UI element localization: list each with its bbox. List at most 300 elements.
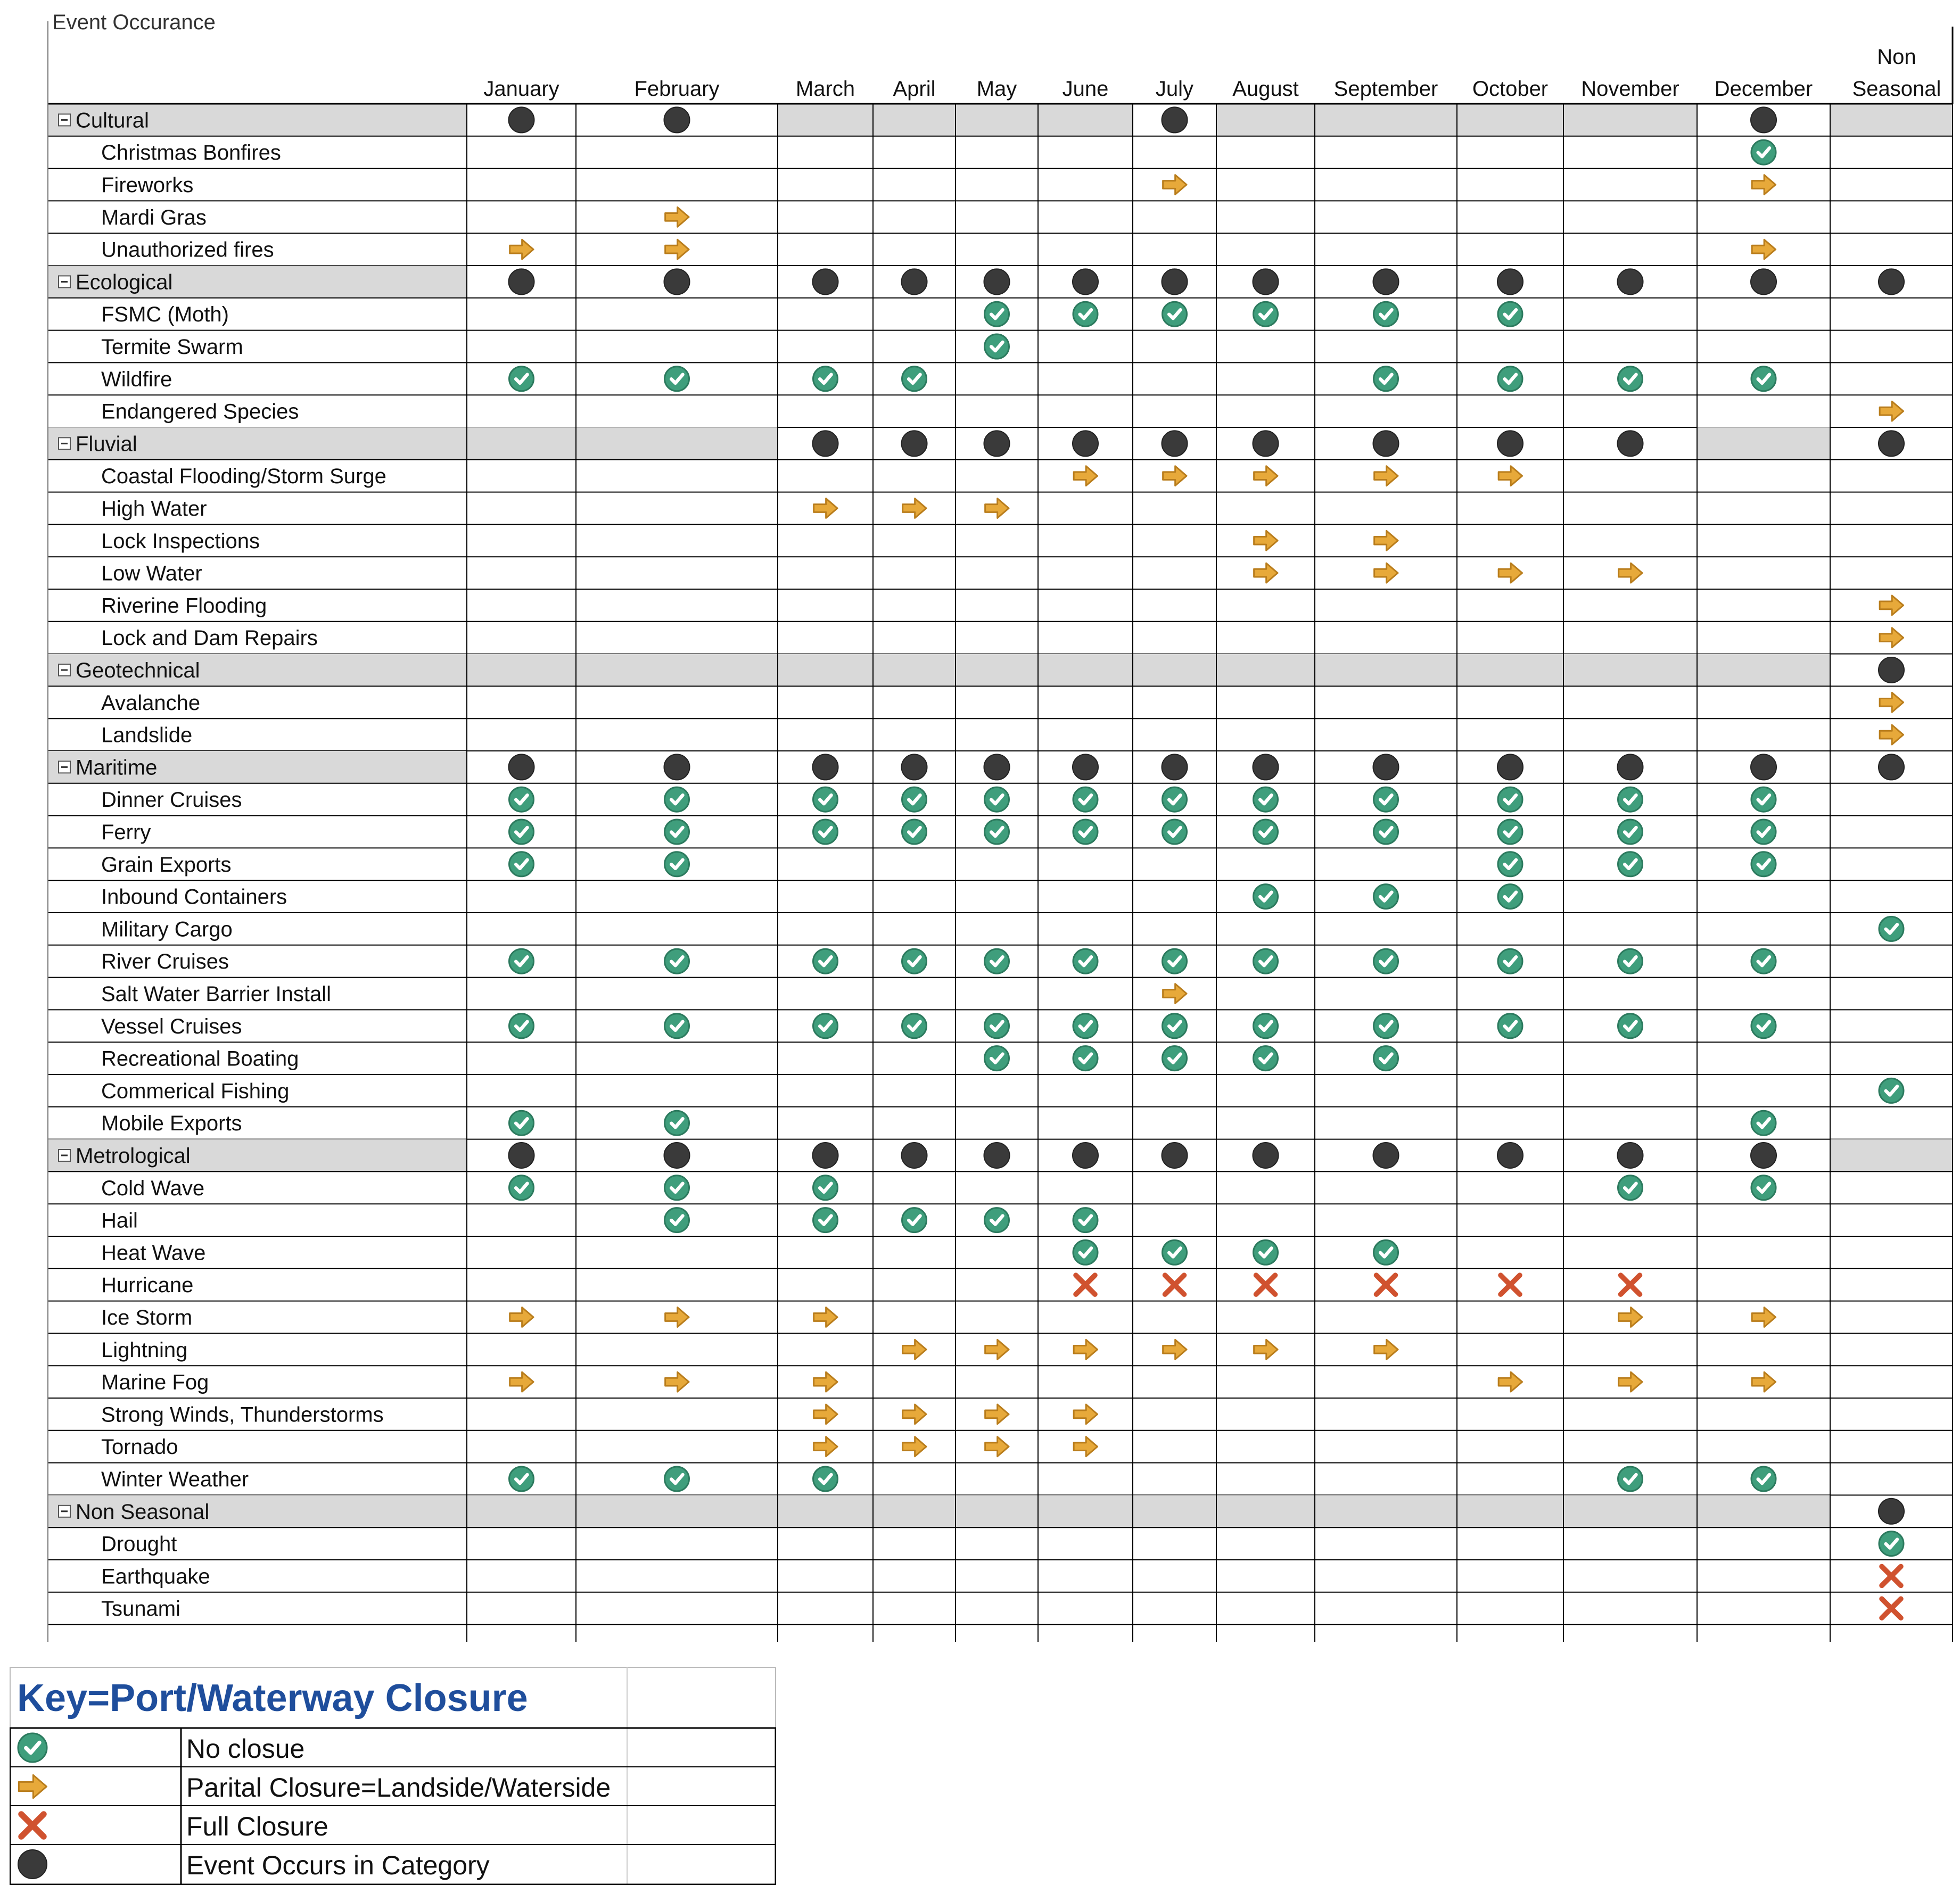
check-icon	[1163, 787, 1187, 812]
category-dot-icon	[1253, 269, 1279, 294]
category-dot-icon	[1751, 1143, 1776, 1168]
empty-category-cell	[1457, 654, 1563, 687]
category-dot-icon	[1879, 754, 1904, 780]
category-dot-icon	[813, 1143, 838, 1168]
check-icon	[902, 367, 927, 391]
check-icon	[813, 787, 838, 812]
check-icon	[1073, 1208, 1098, 1233]
check-icon	[509, 949, 534, 973]
event-label: Cold Wave	[101, 1176, 205, 1200]
category-dot-icon	[1751, 107, 1776, 133]
empty-category-cell	[576, 654, 778, 687]
check-icon	[1618, 787, 1643, 812]
empty-category-cell	[467, 654, 576, 687]
category-dot-icon	[1497, 269, 1523, 294]
empty-category-cell	[467, 1495, 576, 1527]
empty-category-cell	[778, 654, 873, 687]
event-label: Military Cargo	[101, 917, 233, 941]
category-label: Non Seasonal	[76, 1500, 210, 1524]
month-header-may: May	[976, 77, 1017, 101]
non-seasonal-header-line1: Non	[1877, 45, 1916, 69]
month-header-august: August	[1232, 77, 1299, 101]
category-dot-icon	[1253, 754, 1279, 780]
empty-category-cell	[1563, 654, 1697, 687]
partial-closure-arrow-icon	[1163, 466, 1187, 486]
partial-closure-arrow-icon	[903, 1437, 926, 1457]
empty-category-cell	[1563, 1495, 1697, 1527]
partial-closure-arrow-icon	[510, 1308, 533, 1327]
category-dot-icon	[664, 269, 690, 294]
event-label: Inbound Containers	[101, 885, 287, 909]
partial-closure-arrow-icon	[985, 1404, 1009, 1424]
month-header-january: January	[483, 77, 559, 101]
check-icon	[1073, 787, 1098, 812]
category-dot-icon	[1497, 1143, 1523, 1168]
check-icon	[1163, 949, 1187, 973]
closure-key	[10, 1667, 776, 1885]
check-icon	[665, 1208, 689, 1233]
event-label: Lightning	[101, 1338, 188, 1362]
check-icon	[509, 820, 534, 844]
check-icon	[813, 1176, 838, 1200]
check-icon	[665, 1014, 689, 1038]
full-closure-x-icon	[1621, 1275, 1640, 1294]
key-row	[10, 1845, 776, 1883]
check-icon	[985, 1046, 1009, 1071]
check-icon	[902, 949, 927, 973]
full-closure-x-icon	[1882, 1599, 1901, 1618]
check-icon	[813, 1208, 838, 1233]
key-row	[10, 1728, 776, 1767]
check-icon	[1879, 1532, 1904, 1556]
category-dot-icon	[813, 431, 838, 456]
check-icon	[509, 1014, 534, 1038]
partial-closure-arrow-icon	[1163, 1340, 1187, 1359]
category-dot-icon	[984, 1143, 1010, 1168]
partial-closure-arrow-icon	[665, 1308, 689, 1327]
event-label: Endangered Species	[101, 400, 299, 424]
check-icon	[1254, 1046, 1278, 1071]
partial-closure-arrow-icon	[1498, 1372, 1522, 1392]
category-dot-icon	[1618, 754, 1643, 780]
event-label: Earthquake	[101, 1565, 210, 1589]
chart-title: Event Occurance	[52, 11, 216, 34]
category-label: Maritime	[76, 756, 158, 780]
check-icon	[1618, 1467, 1643, 1491]
partial-closure-arrow-icon	[510, 1372, 533, 1392]
check-icon	[985, 949, 1009, 973]
event-label: Termite Swarm	[101, 335, 243, 359]
check-icon	[985, 1014, 1009, 1038]
event-label: Winter Weather	[101, 1468, 249, 1491]
month-header-september: September	[1333, 77, 1438, 101]
category-dot-icon	[1162, 431, 1188, 456]
empty-category-cell	[873, 1495, 956, 1527]
empty-category-cell	[1216, 104, 1315, 136]
check-icon	[1751, 820, 1776, 844]
check-icon	[1073, 820, 1098, 844]
check-icon	[509, 1111, 534, 1135]
partial-closure-arrow-icon	[16, 1770, 49, 1803]
full-closure-x-icon	[1256, 1275, 1275, 1294]
partial-closure-arrow-icon	[1074, 1404, 1097, 1424]
partial-closure-arrow-icon	[1880, 401, 1903, 421]
check-icon	[1498, 1014, 1522, 1038]
category-dot-icon	[1879, 269, 1904, 294]
check-icon	[985, 1208, 1009, 1233]
check-icon	[1374, 302, 1398, 326]
check-icon	[1254, 820, 1278, 844]
empty-category-cell	[1830, 1139, 1953, 1172]
partial-closure-arrow-icon	[1254, 1340, 1278, 1359]
check-icon	[1073, 1240, 1098, 1264]
check-icon	[1751, 1176, 1776, 1200]
event-label: FSMC (Moth)	[101, 303, 229, 327]
empty-category-cell	[1457, 104, 1563, 136]
category-dot-icon	[902, 269, 927, 294]
category-dot-icon	[1618, 1143, 1643, 1168]
category-dot-icon	[1073, 1143, 1098, 1168]
check-icon	[1498, 852, 1522, 877]
check-icon	[813, 367, 838, 391]
category-dot-icon	[1162, 107, 1188, 133]
partial-closure-arrow-icon	[1374, 531, 1398, 550]
partial-closure-arrow-icon	[1619, 1372, 1642, 1392]
empty-category-cell	[1457, 1495, 1563, 1527]
category-dot-icon	[902, 754, 927, 780]
check-icon	[1254, 787, 1278, 812]
event-label: Coastal Flooding/Storm Surge	[101, 465, 386, 489]
category-dot-icon	[1373, 431, 1399, 456]
category-dot-icon	[1751, 754, 1776, 780]
check-icon	[1163, 302, 1187, 326]
check-icon	[665, 1176, 689, 1200]
partial-closure-arrow-icon	[903, 499, 926, 518]
check-icon	[665, 1467, 689, 1491]
event-label: Commerical Fishing	[101, 1079, 290, 1103]
key-row	[10, 1806, 776, 1845]
empty-category-cell	[1315, 1495, 1457, 1527]
check-icon	[665, 852, 689, 877]
empty-category-cell	[1697, 654, 1830, 687]
partial-closure-arrow-icon	[1254, 466, 1278, 486]
category-dot-icon	[509, 107, 534, 133]
event-label: Dinner Cruises	[101, 788, 242, 812]
key-row	[10, 1767, 776, 1806]
check-icon	[1073, 302, 1098, 326]
event-label: Drought	[101, 1532, 177, 1556]
partial-closure-arrow-icon	[1619, 1308, 1642, 1327]
month-header-february: February	[634, 77, 720, 101]
partial-closure-arrow-icon	[1880, 725, 1903, 745]
check-icon	[902, 787, 927, 812]
check-icon	[1254, 949, 1278, 973]
category-dot-icon	[509, 269, 534, 294]
check-icon	[665, 787, 689, 812]
check-icon	[1254, 302, 1278, 326]
check-icon	[1374, 1014, 1398, 1038]
check-icon	[902, 1208, 927, 1233]
check-icon	[1254, 1014, 1278, 1038]
category-label: Fluvial	[76, 432, 137, 456]
partial-closure-arrow-icon	[814, 499, 837, 518]
empty-category-cell	[778, 104, 873, 136]
empty-category-cell	[956, 1495, 1038, 1527]
check-icon	[665, 949, 689, 973]
check-icon	[1374, 1046, 1398, 1071]
event-label: Recreational Boating	[101, 1047, 299, 1071]
check-icon	[1498, 884, 1522, 909]
key-label: No closue	[186, 1734, 305, 1764]
check-icon	[1254, 884, 1278, 909]
check-icon	[1618, 1176, 1643, 1200]
partial-closure-arrow-icon	[1752, 175, 1775, 195]
category-dot-icon	[1618, 431, 1643, 456]
event-label: High Water	[101, 497, 207, 520]
partial-closure-arrow-icon	[665, 239, 689, 259]
check-icon	[985, 302, 1009, 326]
check-icon	[1374, 1240, 1398, 1264]
partial-closure-arrow-icon	[814, 1308, 837, 1327]
check-icon	[902, 820, 927, 844]
key-label: Event Occurs in Category	[186, 1850, 490, 1880]
check-icon	[985, 787, 1009, 812]
category-dot-icon	[664, 754, 690, 780]
partial-closure-arrow-icon	[814, 1404, 837, 1424]
check-icon	[1374, 884, 1398, 909]
check-icon	[1751, 852, 1776, 877]
check-icon	[1498, 302, 1522, 326]
category-dot-icon	[664, 107, 690, 133]
partial-closure-arrow-icon	[1074, 1340, 1097, 1359]
check-icon	[1751, 787, 1776, 812]
check-icon	[813, 1467, 838, 1491]
check-icon	[1751, 1467, 1776, 1491]
full-closure-x-icon	[1076, 1275, 1095, 1294]
event-label: Heat Wave	[101, 1241, 206, 1265]
event-label: Tsunami	[101, 1597, 180, 1621]
empty-category-cell	[576, 427, 778, 460]
full-closure-x-icon	[1165, 1275, 1184, 1294]
event-label: Ice Storm	[101, 1306, 193, 1329]
partial-closure-arrow-icon	[1752, 239, 1775, 259]
check-icon	[1751, 949, 1776, 973]
empty-category-cell	[1216, 654, 1315, 687]
partial-closure-arrow-icon	[1374, 466, 1398, 486]
partial-closure-arrow-icon	[510, 239, 533, 259]
partial-closure-arrow-icon	[814, 1372, 837, 1392]
check-icon	[1751, 1111, 1776, 1135]
category-dot-icon	[1879, 431, 1904, 456]
check-icon	[1374, 367, 1398, 391]
check-icon	[1879, 916, 1904, 941]
category-dot-icon	[1618, 269, 1643, 294]
partial-closure-arrow-icon	[903, 1404, 926, 1424]
empty-category-cell	[956, 654, 1038, 687]
empty-category-cell	[1133, 654, 1216, 687]
partial-closure-arrow-icon	[985, 499, 1009, 518]
empty-category-cell	[576, 1495, 778, 1527]
check-icon	[1618, 1014, 1643, 1038]
category-dot-icon	[1162, 269, 1188, 294]
category-dot-icon	[902, 431, 927, 456]
check-icon	[1751, 1014, 1776, 1038]
event-label: Avalanche	[101, 691, 201, 715]
check-icon	[1618, 949, 1643, 973]
empty-category-cell	[1315, 104, 1457, 136]
partial-closure-arrow-icon	[985, 1437, 1009, 1457]
empty-category-cell	[1216, 1495, 1315, 1527]
check-icon	[1618, 852, 1643, 877]
event-label: Tornado	[101, 1435, 178, 1459]
category-dot-icon	[509, 754, 534, 780]
partial-closure-arrow-icon	[1163, 984, 1187, 1004]
check-icon	[1073, 1046, 1098, 1071]
event-label: Lock Inspections	[101, 529, 260, 553]
empty-category-cell	[1830, 104, 1953, 136]
check-icon	[1163, 1240, 1187, 1264]
month-header-june: June	[1062, 77, 1109, 101]
category-dot-icon	[16, 1848, 49, 1881]
category-dot-icon	[1373, 269, 1399, 294]
category-dot-icon	[1253, 1143, 1279, 1168]
check-icon	[813, 820, 838, 844]
check-icon	[1498, 949, 1522, 973]
category-dot-icon	[902, 1143, 927, 1168]
partial-closure-arrow-icon	[1752, 1372, 1775, 1392]
event-label: Fireworks	[101, 173, 194, 197]
check-icon	[813, 1014, 838, 1038]
check-icon	[1751, 367, 1776, 391]
category-label: Geotechnical	[76, 659, 200, 682]
category-dot-icon	[1162, 754, 1188, 780]
event-label: Unauthorized fires	[101, 238, 274, 262]
month-header-april: April	[893, 77, 936, 101]
check-icon	[985, 820, 1009, 844]
empty-category-cell	[1038, 104, 1133, 136]
key-label: Full Closure	[186, 1812, 328, 1841]
empty-category-cell	[1133, 1495, 1216, 1527]
event-label: Hail	[101, 1209, 138, 1233]
category-label: Ecological	[76, 270, 173, 294]
month-header-march: March	[795, 77, 855, 101]
check-icon	[1498, 820, 1522, 844]
category-label: Metrological	[76, 1144, 191, 1168]
category-dot-icon	[1162, 1143, 1188, 1168]
partial-closure-arrow-icon	[1074, 1437, 1097, 1457]
category-dot-icon	[1253, 431, 1279, 456]
partial-closure-arrow-icon	[903, 1340, 926, 1359]
check-icon	[1374, 787, 1398, 812]
partial-closure-arrow-icon	[1374, 1340, 1398, 1359]
category-dot-icon	[509, 1143, 534, 1168]
partial-closure-arrow-icon	[1880, 692, 1903, 712]
empty-category-cell	[1038, 1495, 1133, 1527]
event-label: River Cruises	[101, 950, 229, 974]
check-icon	[1618, 820, 1643, 844]
full-closure-x-icon	[1882, 1566, 1901, 1585]
check-icon	[1163, 820, 1187, 844]
empty-category-cell	[956, 104, 1038, 136]
check-icon	[665, 1111, 689, 1135]
check-icon	[902, 1014, 927, 1038]
partial-closure-arrow-icon	[665, 207, 689, 227]
full-closure-x-icon	[1377, 1275, 1396, 1294]
empty-category-cell	[873, 654, 956, 687]
partial-closure-arrow-icon	[1254, 563, 1278, 583]
category-dot-icon	[1879, 657, 1904, 683]
partial-closure-arrow-icon	[665, 1372, 689, 1392]
event-label: Riverine Flooding	[101, 594, 267, 618]
empty-category-cell	[1697, 427, 1830, 460]
event-label: Ferry	[101, 821, 151, 844]
check-icon	[1254, 1240, 1278, 1264]
category-label: Cultural	[76, 109, 149, 133]
category-dot-icon	[984, 431, 1010, 456]
empty-category-cell	[1038, 654, 1133, 687]
partial-closure-arrow-icon	[1074, 466, 1097, 486]
check-icon	[1751, 140, 1776, 164]
empty-category-cell	[778, 1495, 873, 1527]
category-dot-icon	[984, 269, 1010, 294]
event-label: Marine Fog	[101, 1370, 209, 1394]
category-dot-icon	[1073, 431, 1098, 456]
event-label: Vessel Cruises	[101, 1014, 242, 1038]
event-label: Christmas Bonfires	[101, 141, 281, 165]
partial-closure-arrow-icon	[1374, 563, 1398, 583]
partial-closure-arrow-icon	[1498, 563, 1522, 583]
check-icon	[509, 1467, 534, 1491]
event-label: Lock and Dam Repairs	[101, 626, 318, 650]
partial-closure-arrow-icon	[1163, 175, 1187, 195]
check-icon	[1374, 949, 1398, 973]
non-seasonal-header-line2: Seasonal	[1852, 77, 1941, 101]
check-icon	[1618, 367, 1643, 391]
partial-closure-arrow-icon	[985, 1340, 1009, 1359]
category-dot-icon	[1073, 269, 1098, 294]
check-icon	[1498, 367, 1522, 391]
category-dot-icon	[1373, 1143, 1399, 1168]
partial-closure-arrow-icon	[1498, 466, 1522, 486]
category-dot-icon	[1751, 269, 1776, 294]
check-icon	[813, 949, 838, 973]
category-dot-icon	[813, 269, 838, 294]
partial-closure-arrow-icon	[1880, 596, 1903, 615]
event-label: Mardi Gras	[101, 205, 207, 229]
partial-closure-arrow-icon	[1880, 628, 1903, 648]
check-icon	[509, 852, 534, 877]
full-closure-x-icon	[16, 1809, 49, 1842]
check-icon	[1163, 1014, 1187, 1038]
check-icon	[1374, 820, 1398, 844]
check-icon	[1879, 1078, 1904, 1103]
empty-category-cell	[467, 427, 576, 460]
category-dot-icon	[1497, 431, 1523, 456]
check-icon	[985, 334, 1009, 359]
check-icon	[665, 367, 689, 391]
empty-category-cell	[873, 104, 956, 136]
check-icon	[1073, 1014, 1098, 1038]
check-icon	[509, 787, 534, 812]
check-icon	[1498, 787, 1522, 812]
event-label: Hurricane	[101, 1274, 194, 1297]
empty-category-cell	[1697, 1495, 1830, 1527]
empty-category-cell	[1315, 654, 1457, 687]
month-header-july: July	[1155, 77, 1194, 101]
check-icon	[665, 820, 689, 844]
category-dot-icon	[1879, 1499, 1904, 1524]
event-label: Strong Winds, Thunderstorms	[101, 1403, 384, 1427]
